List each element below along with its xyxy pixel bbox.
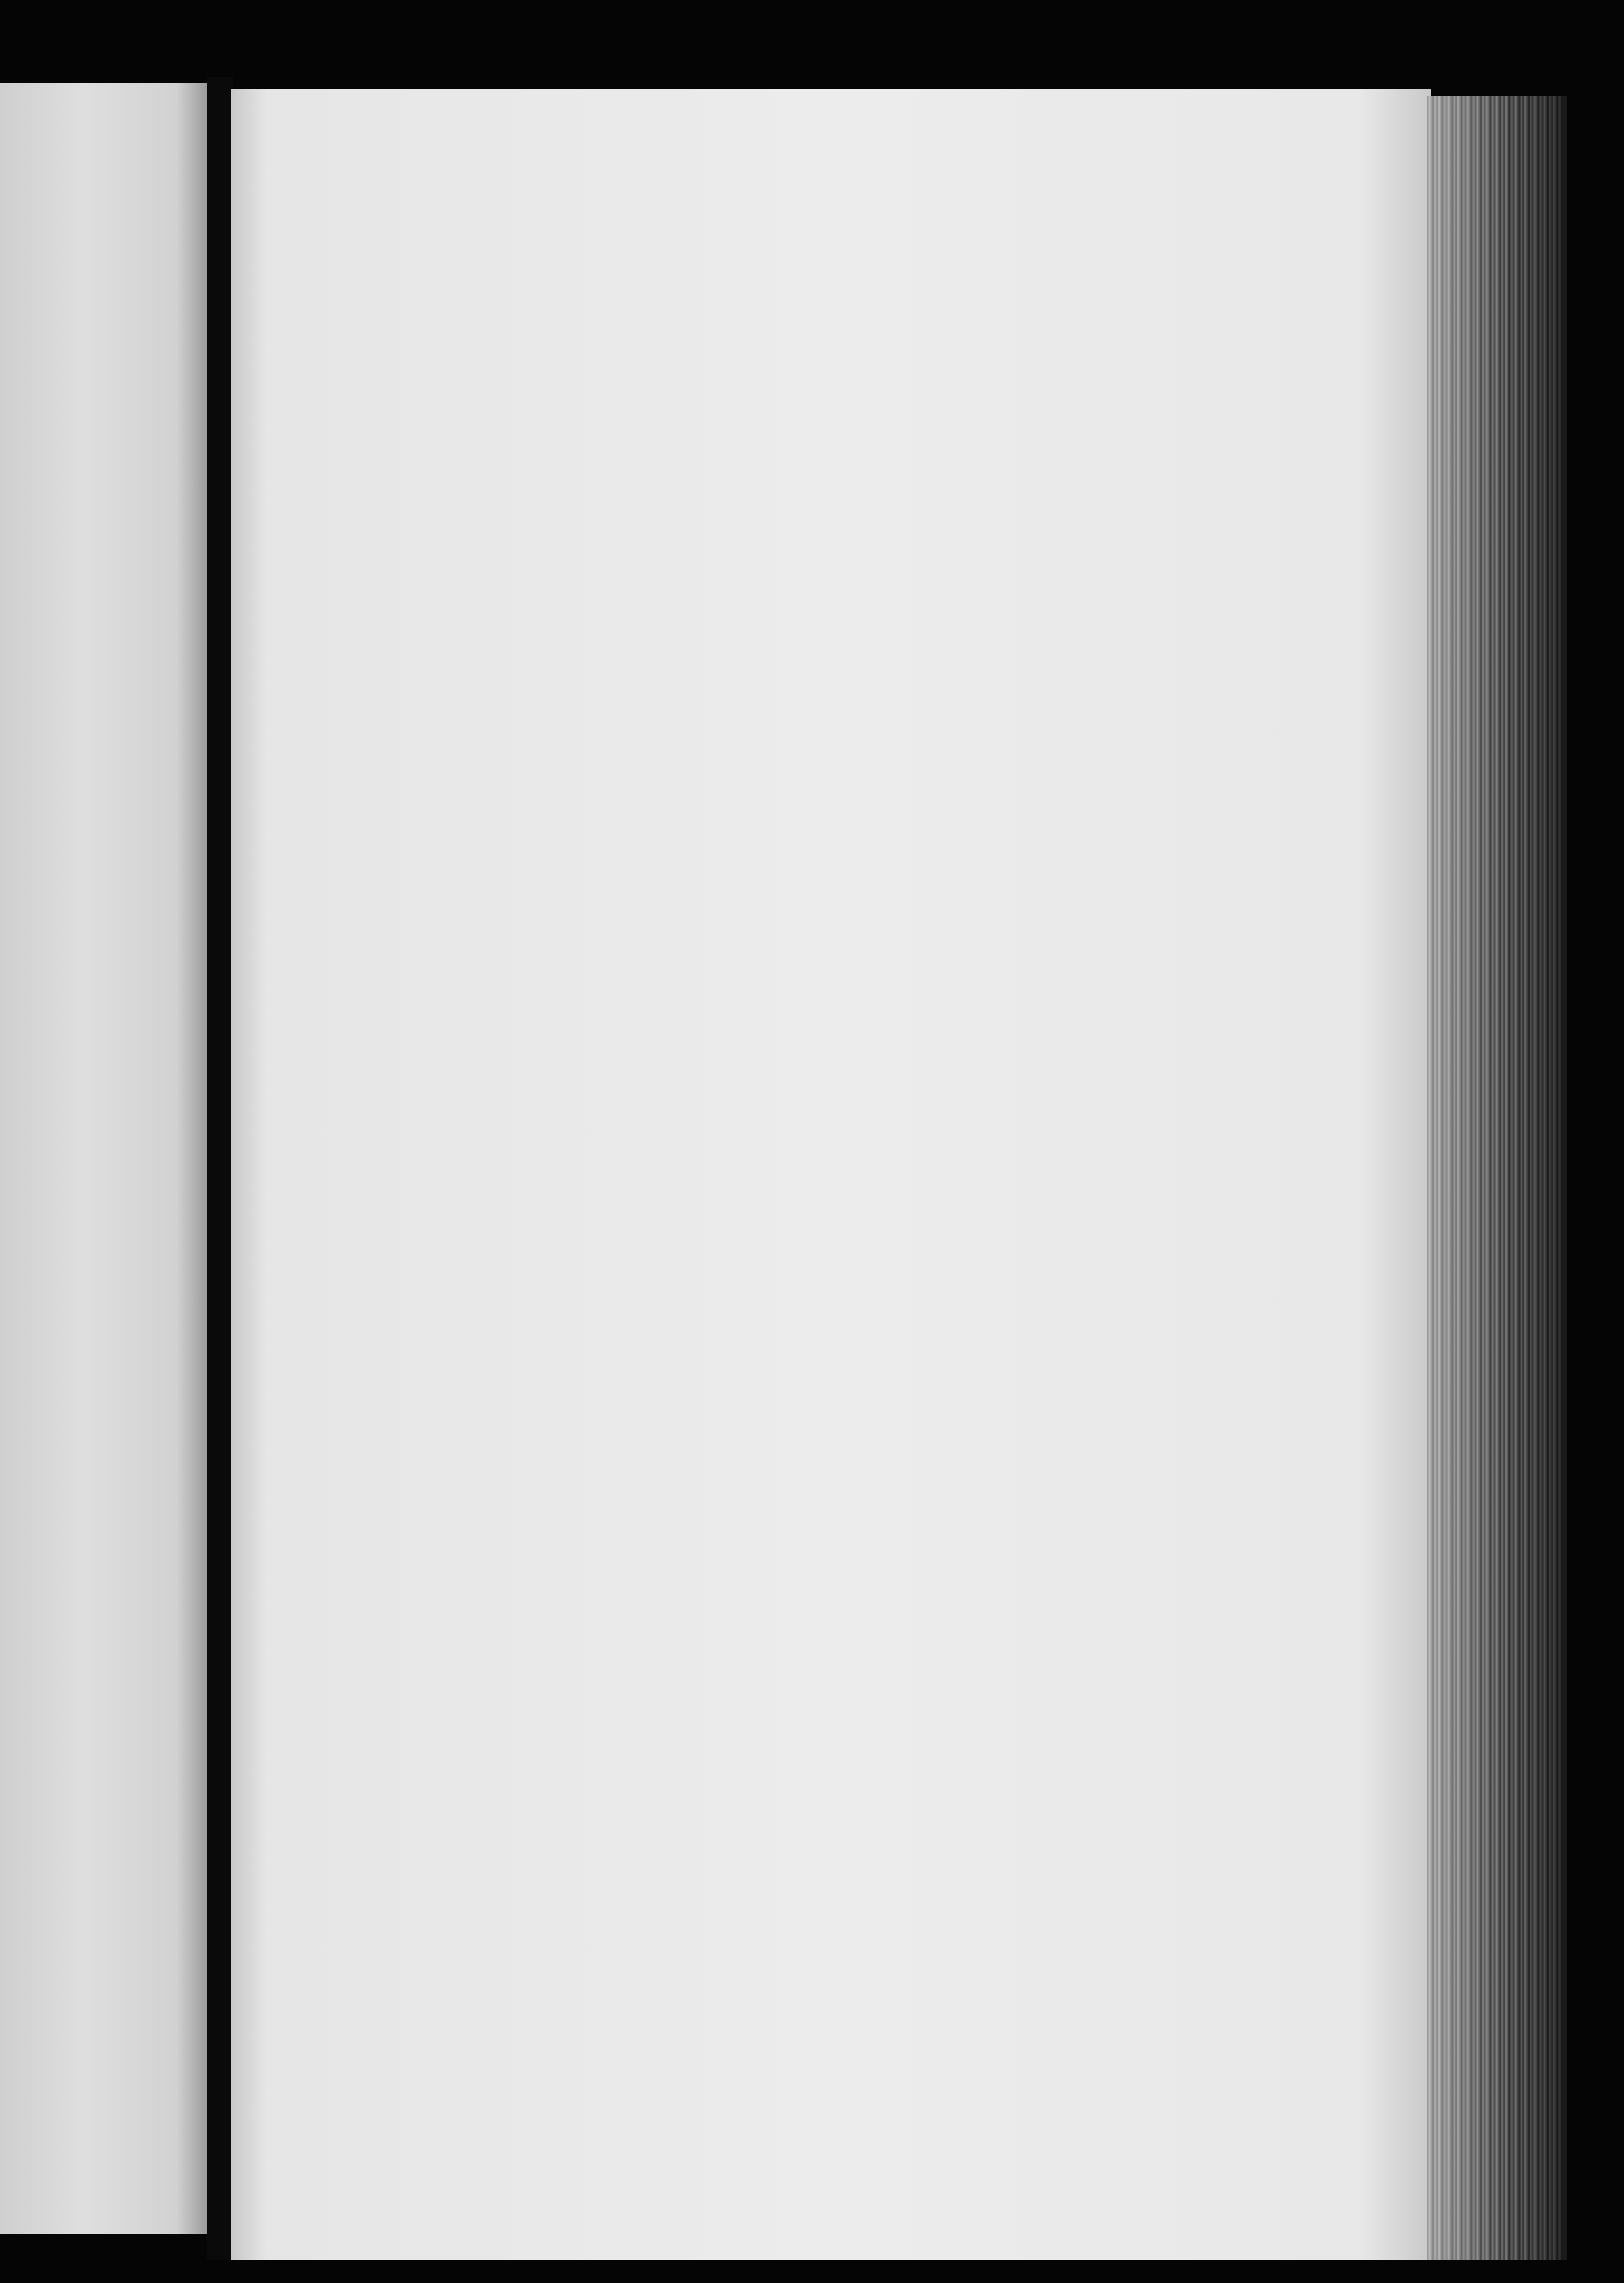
facing-page-left bbox=[0, 83, 207, 2234]
species-heading bbox=[273, 280, 1279, 320]
page bbox=[231, 89, 1431, 2260]
page-body bbox=[273, 255, 1279, 383]
plates-reference bbox=[273, 324, 1279, 364]
running-header bbox=[274, 190, 1277, 241]
book-gutter bbox=[207, 77, 233, 2260]
page-edges-shade bbox=[1427, 96, 1561, 2260]
